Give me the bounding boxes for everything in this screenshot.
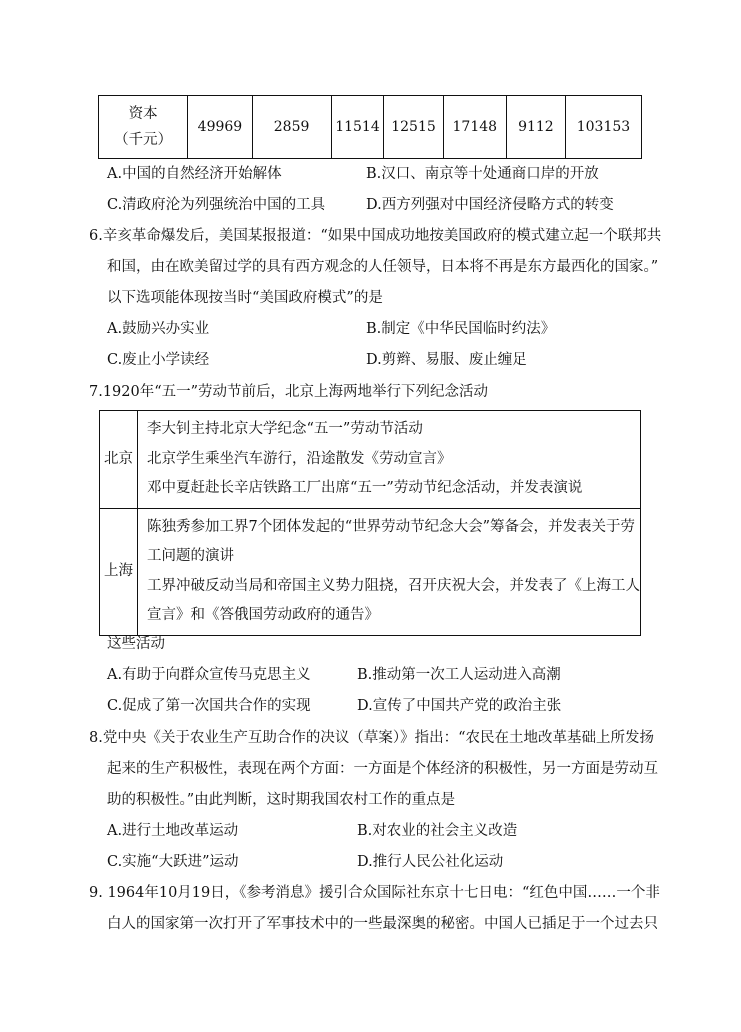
- q7-lead: 这些活动: [107, 636, 165, 652]
- q8-stem-line: 起来的生产积极性，表现在两个方面：一方面是个体经济的积极性，另一方面是劳动互: [107, 761, 658, 777]
- q6-stem-line: 6.辛亥革命爆发后，美国某报报道：“如果中国成功地按美国政府的模式建立起一个联邦共: [89, 228, 662, 244]
- q9-stem-line: 白人的国家第一次打开了军事技术中的一些最深奥的秘密。中国人已插足于一个过去只: [107, 916, 658, 932]
- q6-option-b: B.制定《中华民国临时约法》: [366, 321, 556, 337]
- q9-stem-line: 9. 1964年10月19日，《参考消息》援引合众国际社东京十七日电：“红色中国……一个非: [89, 885, 660, 901]
- capital-value: 49969: [188, 96, 252, 159]
- table-row: [100, 508, 641, 635]
- capital-value: 12515: [384, 96, 443, 159]
- event-line: 宣言》和《答俄国劳动政府的通告》: [147, 607, 379, 623]
- capital-table: [98, 95, 642, 159]
- q7-option-b: B.推动第一次工人运动进入高潮: [357, 667, 561, 683]
- event-line: 陈独秀参加工界7个团体发起的“世界劳动节纪念大会”筹备会，并发表关于劳: [147, 518, 636, 535]
- capital-label-cell: [99, 96, 188, 159]
- event-line: 工问题的演讲: [147, 548, 234, 564]
- events-cell: [138, 508, 641, 635]
- q8-stem-line: 助的积极性。”由此判断，这时期我国农村工作的重点是: [107, 792, 456, 808]
- q7-events-table: [99, 410, 641, 636]
- capital-unit: （千元）: [114, 132, 173, 148]
- events-cell: [138, 411, 641, 509]
- q7-option-c: C.促成了第一次国共合作的实现: [107, 698, 311, 714]
- capital-value: 17148: [443, 96, 506, 159]
- q6-option-d: D.剪辫、易服、废止缠足: [366, 352, 527, 368]
- q8-option-b: B.对农业的社会主义改造: [357, 823, 518, 839]
- capital-value: 9112: [506, 96, 565, 159]
- q5-option-c: C.清政府沦为列强统治中国的工具: [107, 197, 326, 213]
- capital-value: 11514: [331, 96, 384, 159]
- city-cell: 上海: [100, 508, 138, 635]
- q5-option-a: A.中国的自然经济开始解体: [107, 166, 282, 182]
- q6-stem-line: 和国，由在欧美留过学的具有西方观念的人任领导，日本将不再是东方最西化的国家。”: [107, 259, 659, 275]
- q8-option-c: C.实施“大跃进”运动: [107, 854, 239, 870]
- capital-value: 2859: [252, 96, 331, 159]
- q6-option-a: A.鼓励兴办实业: [107, 321, 210, 337]
- event-line: 工界冲破反动当局和帝国主义势力阻挠，召开庆祝大会，并发表了《上海工人: [147, 577, 640, 594]
- q8-option-d: D.推行人民公社化运动: [357, 854, 504, 870]
- city-cell: 北京: [100, 411, 138, 509]
- q5-option-b: B.汉口、南京等十处通商口岸的开放: [366, 166, 599, 182]
- capital-value: 103153: [565, 96, 641, 159]
- capital-label: 资本: [128, 106, 158, 122]
- table-row: [100, 411, 641, 509]
- table-row: [99, 96, 642, 159]
- event-line: 邓中夏赶赴长辛店铁路工厂出席“五一”劳动节纪念活动，并发表演说: [147, 480, 583, 496]
- q8-option-a: A.进行土地改革运动: [107, 823, 239, 839]
- q5-option-d: D.西方列强对中国经济侵略方式的转变: [366, 197, 614, 213]
- event-line: 北京学生乘坐汽车游行，沿途散发《劳动宣言》: [147, 450, 452, 467]
- q6-stem-line: 以下选项能体现按当时“美国政府模式”的是: [107, 290, 383, 306]
- q7-option-d: D.宣传了中国共产党的政治主张: [357, 698, 562, 714]
- q6-option-c: C.废止小学读经: [107, 352, 210, 368]
- q7-stem: 7.1920年“五一”劳动节前后，北京上海两地举行下列纪念活动: [89, 384, 489, 400]
- q8-stem-line: 8.党中央《关于农业生产互助合作的决议（草案）》指出：“农民在土地改革基础上所发扬: [89, 730, 654, 746]
- event-line: 李大钊主持北京大学纪念“五一”劳动节活动: [147, 421, 423, 437]
- q7-option-a: A.有助于向群众宣传马克思主义: [107, 667, 311, 683]
